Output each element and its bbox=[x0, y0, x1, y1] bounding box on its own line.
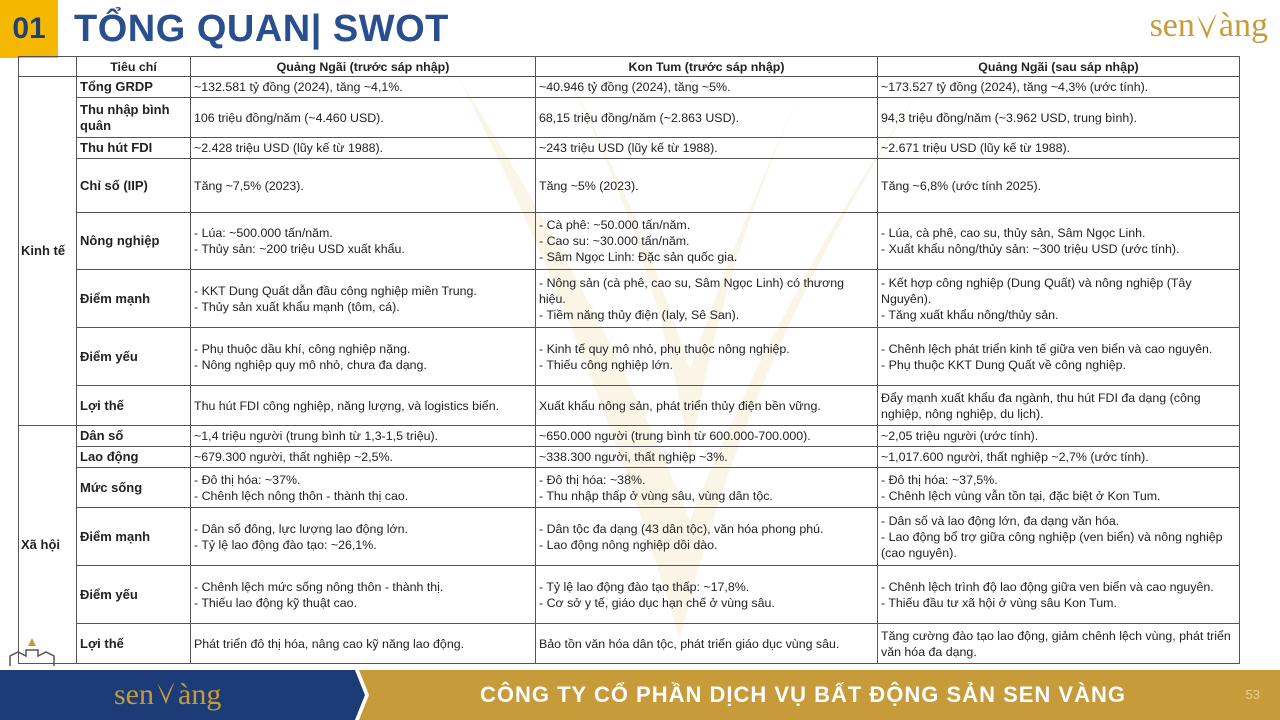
kt-before-cell bbox=[536, 508, 878, 566]
table-row bbox=[19, 159, 1240, 213]
cell-text-line: - Phụ thuộc dầu khí, công nghiệp nặng. bbox=[194, 341, 411, 356]
criterion-cell: Mức sống bbox=[77, 468, 191, 508]
qn-before-cell bbox=[191, 447, 536, 468]
kt-before-cell bbox=[536, 77, 878, 98]
table-row bbox=[19, 77, 1240, 98]
table-row bbox=[19, 328, 1240, 386]
brand-logo-text-left: sen bbox=[1149, 7, 1195, 44]
cell-text-line: ~650.000 người (trung bình từ 600.000-700.000). bbox=[539, 429, 811, 443]
qn-after-cell bbox=[878, 159, 1240, 213]
cell-text-line: Thu hút FDI công nghiệp, năng lượng, và logistics biển. bbox=[194, 398, 500, 413]
criterion-cell: Thu nhập bình quân bbox=[77, 98, 191, 138]
cell-text-line: - Lao động bổ trợ giữa công nghiệp (ven biển) và nông nghiệp (cao nguyên). bbox=[881, 529, 1223, 560]
cell-text-line: - Chênh lệch mức sống nông thôn - thành thị. bbox=[194, 579, 444, 594]
kt-before-cell bbox=[536, 328, 878, 386]
kt-before-cell bbox=[536, 138, 878, 159]
cell-text-line: - Chênh lệch vùng vẫn tồn tại, đặc biệt ở Kon Tum. bbox=[881, 488, 1161, 503]
cell-text-line: - Cơ sở y tế, giáo dục hạn chế ở vùng sâu. bbox=[539, 595, 775, 610]
cell-text-line: Phát triển đô thị hóa, nâng cao kỹ năng lao động. bbox=[194, 636, 465, 651]
cell-text-line: - Kinh tế quy mô nhỏ, phụ thuộc nông nghiệp. bbox=[539, 341, 790, 356]
cell-text-line: - Lúa: ~500.000 tấn/năm. bbox=[194, 226, 333, 240]
cell-text-line: ~1,017.600 người, thất nghiệp ~2,7% (ước tính). bbox=[881, 450, 1149, 464]
qn-before-cell bbox=[191, 328, 536, 386]
cell-text-line: Xuất khẩu nông sản, phát triển thủy điện bền vững. bbox=[539, 398, 821, 413]
criterion-cell: Điểm mạnh bbox=[77, 270, 191, 328]
criterion-cell: Tổng GRDP bbox=[77, 77, 191, 98]
cell-text-line: - Lao động nông nghiệp dồi dào. bbox=[539, 537, 718, 552]
cell-text-line: - Sâm Ngọc Linh: Đặc sản quốc gia. bbox=[539, 250, 738, 264]
kt-before-cell bbox=[536, 386, 878, 426]
cell-text-line: - Thiếu đầu tư xã hội ở vùng sâu Kon Tum. bbox=[881, 595, 1117, 610]
qn-before-cell bbox=[191, 270, 536, 328]
qn-after-cell bbox=[878, 447, 1240, 468]
qn-after-cell bbox=[878, 508, 1240, 566]
column-header-qn-after: Quảng Ngãi (sau sáp nhập) bbox=[878, 57, 1240, 77]
cell-text-line: - Đô thị hóa: ~37%. bbox=[194, 472, 301, 487]
cell-text-line: ~2.671 triệu USD (lũy kế từ 1988). bbox=[881, 141, 1071, 155]
kt-before-cell bbox=[536, 447, 878, 468]
criterion-cell: Dân số bbox=[77, 426, 191, 447]
company-name: CÔNG TY CỔ PHẦN DỊCH VỤ BẤT ĐỘNG SẢN SEN VÀNG bbox=[480, 682, 1126, 707]
qn-before-cell bbox=[191, 159, 536, 213]
table-row bbox=[19, 566, 1240, 624]
criterion-cell: Điểm yếu bbox=[77, 328, 191, 386]
table-row bbox=[19, 508, 1240, 566]
footer-lotus-logo-icon bbox=[154, 678, 178, 708]
cell-text-line: 94,3 triệu đồng/năm (~3.962 USD, trung bình). bbox=[881, 110, 1137, 125]
cell-text-line: - Chênh lệch trình độ lao động giữa ven biển và cao nguyên. bbox=[881, 579, 1214, 594]
footer-logo-text-left: sen bbox=[114, 678, 154, 711]
criterion-cell: Lợi thế bbox=[77, 386, 191, 426]
cell-text-line: - Thu nhập thấp ở vùng sâu, vùng dân tộc. bbox=[539, 488, 773, 503]
cell-text-line: Tăng ~5% (2023). bbox=[539, 178, 639, 193]
cell-text-line: - Cao su: ~30.000 tấn/năm. bbox=[539, 234, 690, 248]
cell-text-line: - Tỷ lệ lao động đào tạo thấp: ~17,8%. bbox=[539, 579, 750, 594]
cell-text-line: - Chênh lệch nông thôn - thành thị cao. bbox=[194, 488, 409, 503]
table-row bbox=[19, 386, 1240, 426]
cell-text-line: - Tỷ lệ lao động đào tạo: ~26,1%. bbox=[194, 537, 377, 552]
cell-text-line: ~1,4 triệu người (trung bình từ 1,3-1,5 triệu). bbox=[194, 429, 439, 443]
lotus-logo-icon bbox=[1193, 9, 1221, 43]
qn-after-cell bbox=[878, 77, 1240, 98]
cell-text-line: Tăng ~6,8% (ước tính 2025). bbox=[881, 178, 1042, 193]
cell-text-line: ~679.300 người, thất nghiệp ~2,5%. bbox=[194, 450, 393, 464]
cell-text-line: ~2,05 triệu người (ước tính). bbox=[881, 429, 1039, 443]
criterion-cell: Điểm yếu bbox=[77, 566, 191, 624]
brand-logo-text-right: àng bbox=[1218, 7, 1268, 44]
cell-text-line: - Đô thị hóa: ~37,5%. bbox=[881, 472, 998, 487]
criterion-cell: Nông nghiệp bbox=[77, 213, 191, 270]
qn-after-cell bbox=[878, 98, 1240, 138]
cell-text-line: - Nông sản (cà phê, cao su, Sâm Ngọc Linh) có thương hiệu. bbox=[539, 275, 845, 306]
cell-text-line: - Lúa, cà phê, cao su, thủy sản, Sâm Ngọc Linh. bbox=[881, 226, 1146, 240]
column-header-qn-before: Quảng Ngãi (trước sáp nhập) bbox=[191, 57, 536, 77]
table-row bbox=[19, 624, 1240, 664]
qn-after-cell bbox=[878, 138, 1240, 159]
qn-after-cell bbox=[878, 386, 1240, 426]
cell-text-line: - Tiềm năng thủy điện (Ialy, Sê San). bbox=[539, 307, 740, 322]
footer-logo-text-right: àng bbox=[178, 678, 222, 711]
cell-text-line: Tăng cường đào tạo lao động, giảm chênh lệch vùng, phát triển văn hóa đa dạng. bbox=[881, 628, 1231, 659]
qn-before-cell bbox=[191, 468, 536, 508]
header-empty-cell bbox=[19, 57, 77, 77]
qn-before-cell bbox=[191, 77, 536, 98]
table-row bbox=[19, 98, 1240, 138]
cell-text-line: - Xuất khẩu nông/thủy sản: ~300 triệu USD (ước tính). bbox=[881, 242, 1180, 256]
qn-before-cell bbox=[191, 426, 536, 447]
table-row bbox=[19, 447, 1240, 468]
cell-text-line: Tăng ~7,5% (2023). bbox=[194, 178, 304, 193]
qn-after-cell bbox=[878, 328, 1240, 386]
qn-before-cell bbox=[191, 98, 536, 138]
kt-before-cell bbox=[536, 566, 878, 624]
column-header-criterion: Tiêu chí bbox=[77, 57, 191, 77]
cell-text-line: - Dân số đông, lực lượng lao động lớn. bbox=[194, 521, 408, 536]
cell-text-line: Bảo tồn văn hóa dân tộc, phát triển giáo dục vùng sâu. bbox=[539, 636, 840, 651]
qn-before-cell bbox=[191, 138, 536, 159]
cell-text-line: - Tăng xuất khẩu nông/thủy sản. bbox=[881, 307, 1059, 322]
group-label: Kinh tế bbox=[19, 77, 77, 426]
cell-text-line: ~40.946 tỷ đồng (2024), tăng ~5%. bbox=[539, 80, 731, 94]
kt-before-cell bbox=[536, 98, 878, 138]
table-header-row bbox=[19, 57, 1240, 77]
cell-text-line: - Chênh lệch phát triển kinh tế giữa ven biển và cao nguyên. bbox=[881, 341, 1213, 356]
cell-text-line: - Thiếu lao động kỹ thuật cao. bbox=[194, 595, 358, 610]
cell-text-line: ~338.300 người, thất nghiệp ~3%. bbox=[539, 450, 728, 464]
criterion-cell: Lợi thế bbox=[77, 624, 191, 664]
cell-text-line: - Thủy sản: ~200 triệu USD xuất khẩu. bbox=[194, 242, 405, 256]
swot-table-container bbox=[18, 56, 1239, 664]
table-row bbox=[19, 426, 1240, 447]
table-row bbox=[19, 213, 1240, 270]
cell-text-line: Đẩy mạnh xuất khẩu đa ngành, thu hút FDI đa dạng (công nghiệp, nông nghiệp, du lịch). bbox=[881, 390, 1201, 421]
cell-text-line: - Phụ thuộc KKT Dung Quất về công nghiệp. bbox=[881, 357, 1126, 372]
table-row bbox=[19, 138, 1240, 159]
brand-logo bbox=[1150, 6, 1268, 46]
criterion-cell: Điểm mạnh bbox=[77, 508, 191, 566]
page-number: 53 bbox=[1245, 687, 1260, 702]
table-row bbox=[19, 270, 1240, 328]
qn-after-cell bbox=[878, 468, 1240, 508]
table-row bbox=[19, 468, 1240, 508]
cell-text-line: - Thủy sản xuất khẩu mạnh (tôm, cá). bbox=[194, 299, 400, 314]
qn-before-cell bbox=[191, 508, 536, 566]
kt-before-cell bbox=[536, 213, 878, 270]
page-title: TỔNG QUAN| SWOT bbox=[74, 8, 449, 50]
cell-text-line: - Nông nghiệp quy mô nhỏ, chưa đa dạng. bbox=[194, 357, 427, 372]
cell-text-line: - Đô thị hóa: ~38%. bbox=[539, 472, 646, 487]
cell-text-line: - Dân số và lao động lớn, đa dạng văn hóa. bbox=[881, 513, 1120, 528]
qn-after-cell bbox=[878, 624, 1240, 664]
column-header-kt-before: Kon Tum (trước sáp nhập) bbox=[536, 57, 878, 77]
qn-after-cell bbox=[878, 566, 1240, 624]
section-number-badge: 01 bbox=[0, 0, 58, 58]
kt-before-cell bbox=[536, 468, 878, 508]
qn-before-cell bbox=[191, 566, 536, 624]
group-label: Xã hội bbox=[19, 426, 77, 664]
cell-text-line: ~173.527 tỷ đồng (2024), tăng ~4,3% (ước tính). bbox=[881, 80, 1149, 94]
qn-after-cell bbox=[878, 213, 1240, 270]
footer-brand-logo bbox=[114, 674, 221, 716]
criterion-cell: Thu hút FDI bbox=[77, 138, 191, 159]
qn-before-cell bbox=[191, 624, 536, 664]
kt-before-cell bbox=[536, 426, 878, 447]
cell-text-line: 106 triệu đồng/năm (~4.460 USD). bbox=[194, 110, 384, 125]
cell-text-line: ~132.581 tỷ đồng (2024), tăng ~4,1%. bbox=[194, 80, 403, 94]
cell-text-line: - Kết hợp công nghiệp (Dung Quất) và nông nghiệp (Tây Nguyên). bbox=[881, 275, 1192, 306]
cell-text-line: ~2.428 triệu USD (lũy kế từ 1988). bbox=[194, 141, 384, 155]
criterion-cell: Chỉ số (IIP) bbox=[77, 159, 191, 213]
qn-before-cell bbox=[191, 213, 536, 270]
cell-text-line: ~243 triệu USD (lũy kế từ 1988). bbox=[539, 141, 718, 155]
cell-text-line: - Thiếu công nghiệp lớn. bbox=[539, 357, 673, 372]
footer-bar bbox=[0, 670, 1280, 720]
kt-before-cell bbox=[536, 159, 878, 213]
swot-table bbox=[18, 56, 1240, 664]
kt-before-cell bbox=[536, 270, 878, 328]
qn-after-cell bbox=[878, 426, 1240, 447]
building-icon bbox=[4, 636, 60, 670]
criterion-cell: Lao động bbox=[77, 447, 191, 468]
cell-text-line: - Cà phê: ~50.000 tấn/năm. bbox=[539, 218, 691, 232]
cell-text-line: - Dân tộc đa dạng (43 dân tộc), văn hóa phong phú. bbox=[539, 521, 824, 536]
qn-after-cell bbox=[878, 270, 1240, 328]
cell-text-line: - KKT Dung Quất dẫn đầu công nghiệp miền Trung. bbox=[194, 283, 477, 298]
qn-before-cell bbox=[191, 386, 536, 426]
kt-before-cell bbox=[536, 624, 878, 664]
cell-text-line: 68,15 triệu đồng/năm (~2.863 USD). bbox=[539, 110, 740, 125]
